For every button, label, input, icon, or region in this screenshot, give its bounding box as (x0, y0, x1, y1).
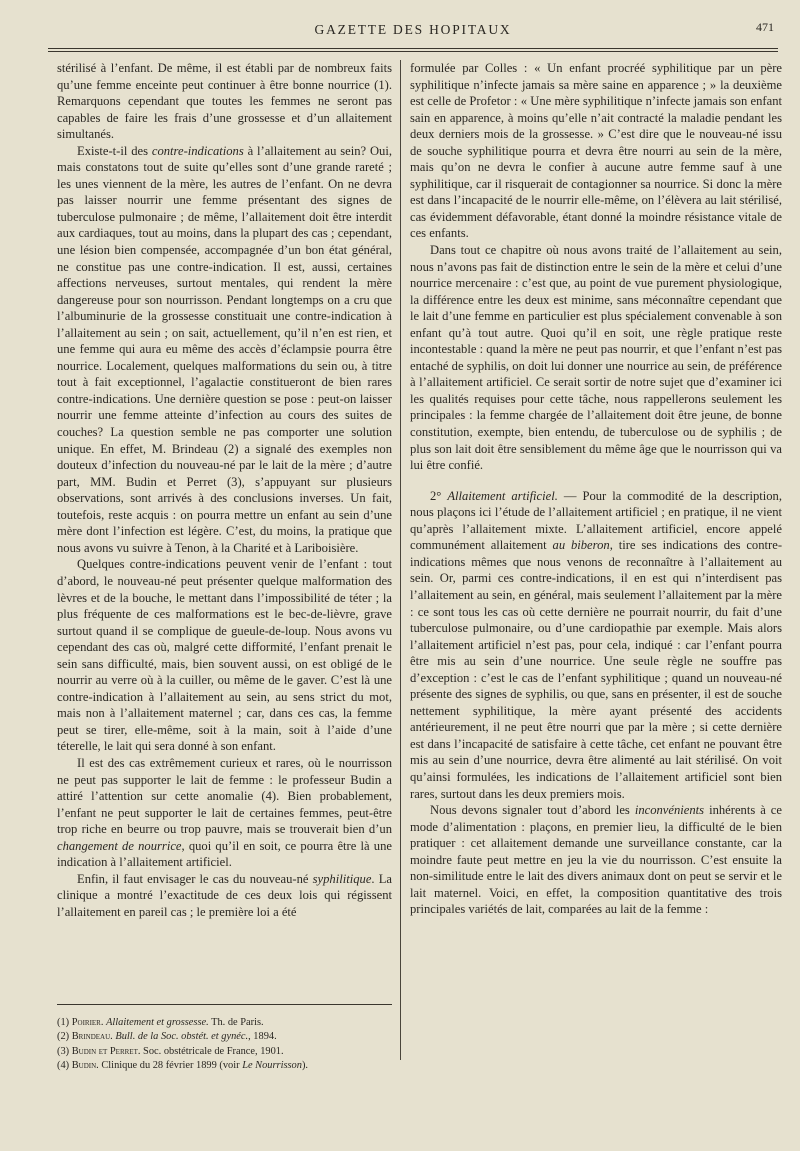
footnote: (4) Budin. Clinique du 28 février 1899 (voir Le Nourrisson). (57, 1060, 309, 1072)
page-number: 471 (756, 20, 774, 34)
paragraph: Enfin, il faut envisager le cas du nouveau-né syphilitique. La clinique a montré l’exactitude de ces deux lois qui régissent l’allaitement en pareil cas ; le première loi a été (57, 871, 392, 919)
journal-title: GAZETTE DES HOPITAUX (314, 22, 512, 37)
left-column (57, 60, 392, 920)
footnote: (1) Poirier. Allaitement et grossesse. Th. de Paris. (57, 1017, 264, 1028)
paragraph: Dans tout ce chapitre où nous avons traité de l’allaitement au sein, nous n’avons pas fait de distinction entre le sein de la mère et celui d’une nourrice mercenaire : c’est que, au point de vue purement physiologique, la différence entre les deux est minime, sans méconnaître cependant que le lait d’une femme en particulier est plus spécialement convenable à son enfant qu’à tout autre. Quoi qu’il en soit, une règle pratique reste incontestable : quand la mère ne peut pas nourrir, et que l’enfant n’est pas entaché de syphilis, on doit lui donner une nourrice au sein, de préférence à l’allaitement artificiel. Ce serait sortir de notre sujet que d’examiner ici les qualités requises pour cette tâche, nous rappellerons seulement les principales : la femme chargée de l’allaitement doit être jeune, de bonne constitution, exempte, bien entendu, de tuberculose ou de syphilis ; de plus son lait doit être sensiblement du même âge que le nourrisson qui va lui être confié. (410, 243, 782, 473)
header-rule (48, 48, 778, 52)
page-header (48, 18, 778, 42)
paragraph: Quelques contre-indications peuvent venir de l’enfant : tout d’abord, le nouveau-né peut présenter quelque malformation des lèvres et de la bouche, le mettant dans l’impossibilité de téter ; la plus fréquente de ces malformations est le bec-de-lièvre, grave surtout quand il se complique de gueule-de-loup. Nous avons vu cependant des cas où, malgré cette difformité, l’enfant prenait le sein sans difficulté, mais, bien souvent aussi, on est obligé de le nourrir au verre où à la cuiller, ou même de le gaver. C’est là une contre-indication à l’allaitement au sein, au sens strict du mot, mais non à l’allaitement maternel ; car, dans ces cas, la femme peut se tirer, elle-même, soit à la main, soit à l’aide d’une téterelle, le lait qui sera donné à son enfant. (57, 557, 392, 754)
footnotes (57, 1016, 392, 1074)
footnote: (2) Brindeau. Bull. de la Soc. obstét. et gynéc., 1894. (57, 1031, 277, 1043)
paragraph: Il est des cas extrêmement curieux et rares, où le nourrisson ne peut pas supporter le lait de femme : le professeur Budin a attiré l’attention sur cette anomalie (4). Bien probablement, l’enfant ne peut supporter le lait de certaines femmes, peut-être trop riche en beurre ou trop pauvre, mais se trouverait bien d’un changement de nourrice, quoi qu’il en soit, ce pourra être là une indication à l’allaitement artificiel. (57, 755, 392, 870)
section-allaitement-artificiel: 2° Allaitement artificiel. — Pour la commodité de la description, nous plaçons ici l’étude de l’allaitement artificiel ; en pratique, il ne vient qu’après l’allaitement mixte. L’allaitement artificiel, encore appelé communément allaitement au biberon, tire ses indications des contre-indications mêmes que nous venons de reconnaître à l’allaitement au sein. Or, parmi ces contre-indications, il en est qui n’interdisent pas l’allaitement au sein, en général, mais seulement l’allaitement par la mère : ce sont tous les cas où cette dernière ne pourrait nourrir, du fait d’une tuberculose pulmonaire, ou d’une cardiopathie par exemple. Mais alors l’allaitement artificiel n’est pas, pour cela, indiqué : car l’enfant pourra être mis au sein d’une nourrice. Une seule règle ne souffre pas d’exception : c’est le cas de l’enfant syphilitique ; quand un nouveau-né présente des signes de syphilis, ou que, sans en présenter, il est de souche nettement syphilitique, la mère ayant présenté des accidents antérieurement, il ne peut être nourri que par la mère ; si cette dernière est dans l’incapacité de satisfaire à cette tâche, cet enfant ne pouvant être mis au sein d’une nourrice, devra être alimenté au lait stérilisé. On voit qu’ainsi formulées, les indications de l’allaitement artificiel sont bien rares, surtout dans les deux premiers mois. (410, 488, 783, 801)
footnote: (3) Budin et Perret. Soc. obstétricale de France, 1901. (57, 1045, 284, 1057)
column-divider (400, 60, 401, 1060)
right-column (410, 60, 782, 918)
paragraph: formulée par Colles : « Un enfant procréé syphilitique par un père syphilitique n’infecte jamais sa mère saine en apparence ; » la deuxième est celle de Profetor : « Une mère syphilitique n’infecte jamais son enfant sain en apparence, à moins qu’elle n’ait contracté la maladie pendant les deux derniers mois de la grossesse. » C’est dire que le nouveau-né issu de souche syphilitique pourra et devra être nourri au sein de la mère, mais qu’on ne devra le confier à aucune autre femme sauf à une syphilitique, car il risquerait de contagionner sa nourrice. Si donc la mère est dans l’incapacité de le nourrir elle-même, on l’élèvera au lait stérilisé, cas évidemment défavorable, étant donné la moindre résistance vitale de ces enfants. (410, 61, 782, 241)
paragraph: Existe-t-il des contre-indications à l’allaitement au sein? Oui, mais constatons tout de suite qu’elles sont d’une grande rareté ; les unes viennent de la mère, les autres de l’enfant. On ne devra pas laisser nourrir une femme présentant des signes de tuberculose pulmonaire ; de même, l’allaitement doit être interdit aux cardiaques, tout au moins, dans la plupart des cas ; cependant, une lésion bien compensée, accompagnée d’un bon état général, ne constitue pas une contre-indication. Il est, aussi, certaines affections nerveuses, surtout mentales, qui rendent la mère dangereuse pour son nourrisson. Pendant longtemps on a cru que l’albuminurie de la grossesse constituait une contre-indication à l’allaitement au sein ; on sait, actuellement, qu’il n’en est rien, et une femme qui aura eu même des accès d’éclampsie pourra être nourrice. Localement, quelques malformations du sein ou, à titre tout à fait exceptionnel, l’agalactie constitueront de bien rares contre-indications. Une dernière question se pose : peut-on laisser nourrir une femme atteinte d’infection au cours des suites de couches? La question semble ne pas comporter une solution unique. En effet, M. Brindeau (2) a signalé des exemples non douteux d’infection du nouveau-né par le lait de la mère ; d’autre part, MM. Budin et Perret (3), s’appuyant sur plusieurs observations, sont arrivés à des conclusions inverses. Un fait, toutefois, reste acquis : on pourra mettre un enfant au sein d’une mère dont l’infection est légère. C’est, du moins, la pratique que nous avons vu suivre à Tenon, à la Charité et à Lariboisière. (57, 143, 393, 555)
paragraph: stérilisé à l’enfant. De même, il est établi par de nombreux faits qu’une femme enceinte peut continuer à être bonne nourrice (1). Remarquons cependant que toutes les femmes ne seront pas capables de faire les frais d’une grossesse et d’un allaitement simultanés. (57, 61, 392, 142)
paragraph: Nous devons signaler tout d’abord les inconvénients inhérents à ce mode d’alimentation : plaçons, en premier lieu, la difficulté de le bien pratiquer : cet allaitement demande une surveillance constante, car la moindre faute peut mettre en jeu la vie du nourrisson. C’est ensuite la non-similitude entre le lait des divers animaux dont on peut se servir et le lait maternel. Voici, en effet, la composition quantitative des trois principales variétés de lait, comparées au lait de la femme : (410, 803, 782, 917)
footnote-rule (57, 1004, 392, 1005)
